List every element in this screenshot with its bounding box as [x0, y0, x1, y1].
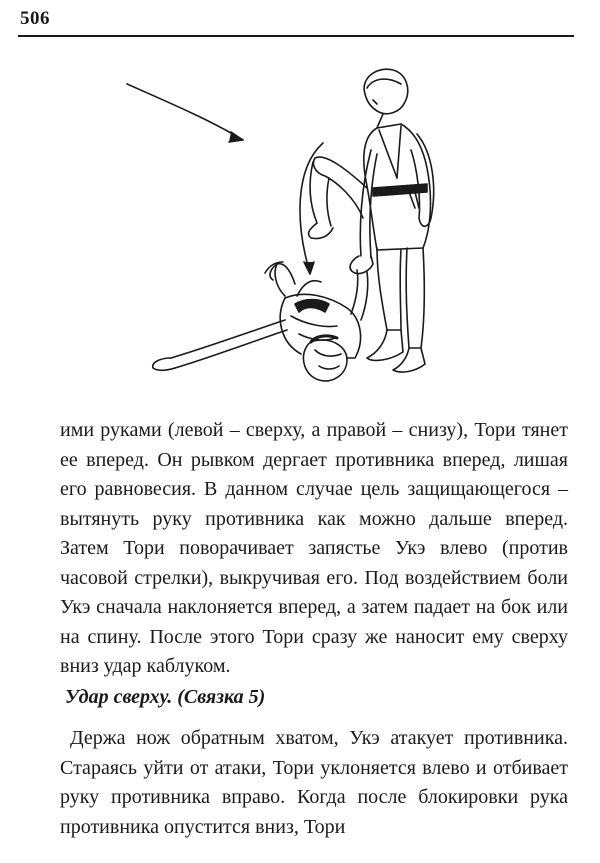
- header-rule: [18, 35, 574, 37]
- paragraph-2-text: Держа нож обратным хватом, Укэ атакует противника. Стараясь уйти от атаки, Тори уклоняется влево и отбивает руку противника вправо. Когда после блокировки рука противника опустится вниз, Тори: [60, 727, 568, 838]
- paragraph-1-text: ими руками (левой – сверху, а правой – снизу), Тори тянет ее вперед. Он рывком дергает противника вперед, лишая его равновесия. В данном случае цель защищающегося – вытянуть руку противника как можно дальше вперед. Затем Тори поворачивает запястье Укэ влево (против часовой стрелки), выкручивая его. Под воздействием боли Укэ сначала наклоняется вперед, а затем падает на бок или на спину. После этого Тори сразу же наносит ему сверху вниз удар каблуком.: [60, 419, 568, 677]
- paragraph-1: [60, 416, 568, 682]
- page-number: 506: [20, 8, 50, 29]
- paragraph-2: [60, 724, 568, 842]
- kick-trajectory-arrow-icon: [300, 143, 323, 274]
- martial-arts-illustration: [115, 58, 475, 398]
- lying-figure: [153, 262, 368, 381]
- motion-arrow-icon: [127, 84, 243, 142]
- section-heading: Удар сверху. (Связка 5): [65, 686, 266, 708]
